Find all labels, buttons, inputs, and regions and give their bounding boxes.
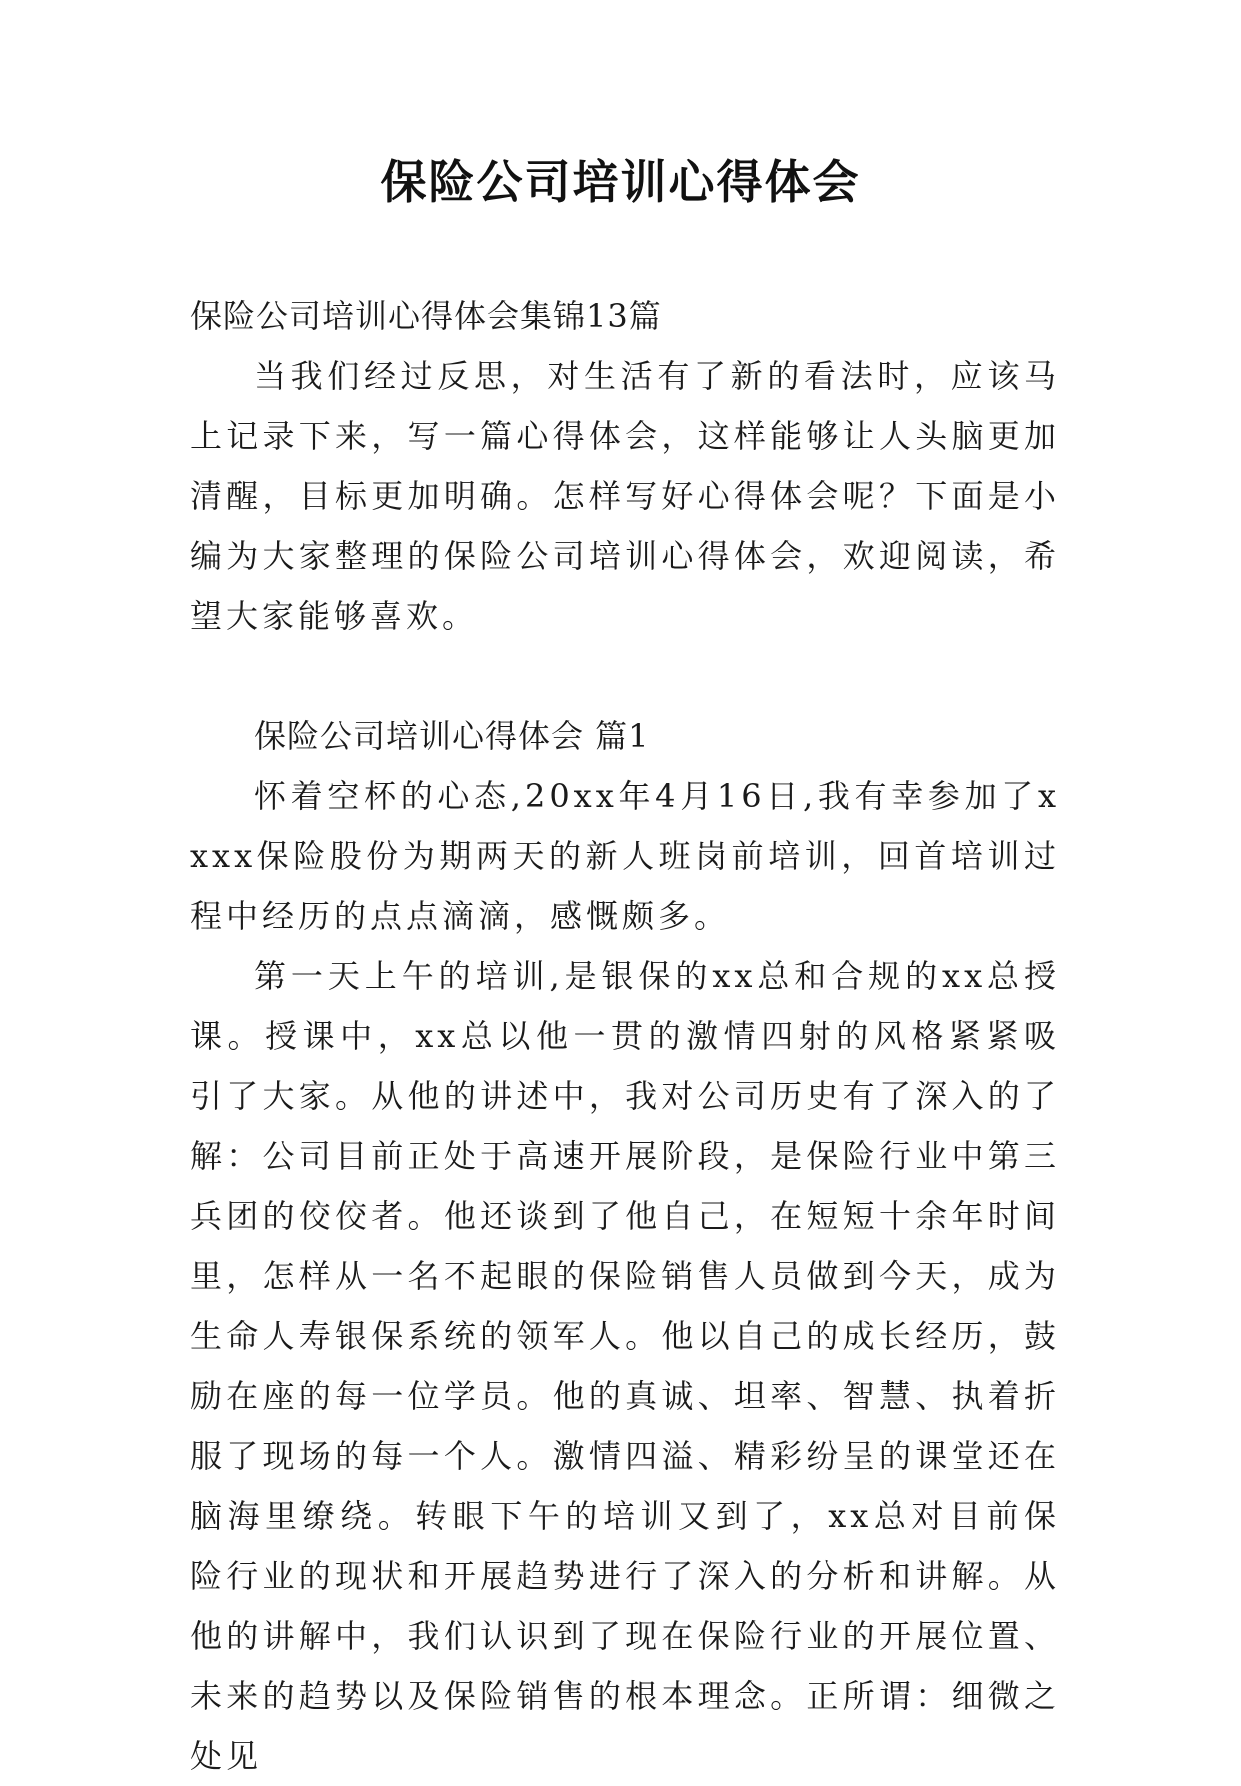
document-title: 保险公司培训心得体会 bbox=[380, 155, 861, 209]
document-body bbox=[190, 286, 1060, 1786]
body-paragraph-2: 第一天上午的培训,是银保的xx总和合规的xx总授课。授课中，xx总以他一贯的激情四射的风格紧紧吸引了大家。从他的讲述中，我对公司历史有了深入的了解：公司目前正处于高速开展阶段，是保险行业中第三兵团的佼佼者。他还谈到了他自己，在短短十余年时间里，怎样从一名不起眼的保险销售人员做到今天，成为生命人寿银保系统的领军人。他以自己的成长经历，鼓励在座的每一位学员。他的真诚、坦率、智慧、执着折服了现场的每一个人。激情四溢、精彩纷呈的课堂还在脑海里缭绕。转眼下午的培训又到了，xx总对目前保险行业的现状和开展趋势进行了深入的分析和讲解。从他的讲解中，我们认识到了现在保险行业的开展位置、未来的趋势以及保险销售的根本理念。正所谓：细微之处见 bbox=[190, 957, 1060, 1775]
body-paragraph-1: 怀着空杯的心态,20xx年4月16日,我有幸参加了xxxx保险股份为期两天的新人班岗前培训，回首培训过程中经历的点点滴滴，感慨颇多。 bbox=[190, 777, 1060, 935]
document-subtitle: 保险公司培训心得体会集锦13篇 bbox=[190, 297, 662, 335]
section-title: 保险公司培训心得体会 篇1 bbox=[254, 717, 650, 755]
intro-paragraph: 当我们经过反思，对生活有了新的看法时，应该马上记录下来，写一篇心得体会，这样能够让人头脑更加清醒，目标更加明确。怎样写好心得体会呢？下面是小编为大家整理的保险公司培训心得体会，欢迎阅读，希望大家能够喜欢。 bbox=[190, 357, 1060, 635]
